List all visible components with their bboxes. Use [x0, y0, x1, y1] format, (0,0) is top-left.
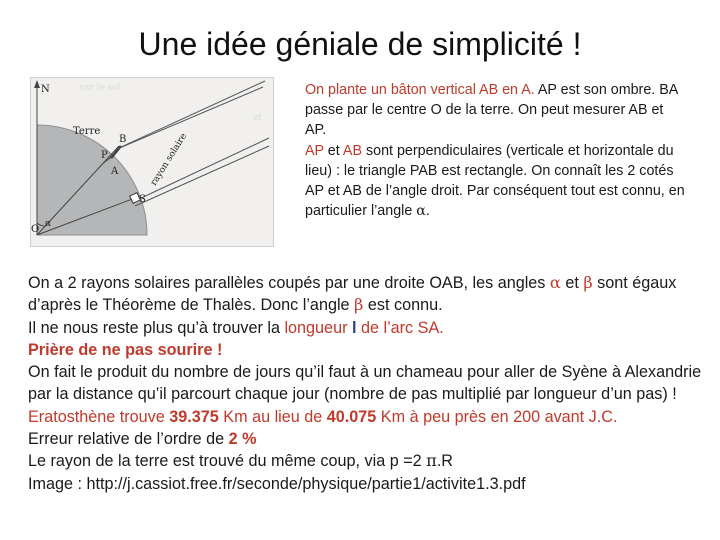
label-a: A	[111, 166, 119, 177]
main-text	[28, 272, 708, 495]
et-text-2: et	[560, 274, 584, 292]
eratosthene-text-c: Km à peu près en 200 avant J.C.	[376, 407, 618, 426]
earth-diagram	[30, 77, 274, 247]
period: .	[425, 203, 430, 220]
camel-paragraph: On fait le produit du nombre de jours qu’il faut à un chameau pour aller de Syène à Alexandrie par la distance qu’il parcourt chaque jour (nombre de pas multiplié par longueur d’un pas) !	[28, 363, 702, 404]
label-s: S	[139, 194, 146, 205]
stick-sentence: On plante un bâton vertical AB en A.	[305, 82, 538, 98]
et-text: et	[323, 142, 343, 159]
shadow-sentence: AP est son ombre. BA passe par le centre O de la terre. On peut mesurer AB et AP.	[305, 82, 678, 139]
radius-text-b: .R	[436, 452, 453, 471]
axis-arrow	[34, 80, 40, 88]
diagram-svg	[31, 78, 273, 246]
value-39375: 39.375	[169, 407, 219, 426]
value-40075: 40.075	[326, 407, 377, 426]
label-alpha: α	[45, 219, 52, 229]
thales-text-b: sont égaux d’après le Théorème de Thalès. Donc l’angle	[28, 274, 677, 315]
beta-symbol-2: β	[354, 295, 364, 315]
priere-line: Prière de ne pas sourire !	[28, 340, 223, 359]
label-terre: Terre	[73, 126, 101, 137]
faint-text-1: sur le sol	[79, 83, 121, 93]
beta-symbol: β	[583, 273, 593, 292]
error-text: Erreur relative de l’ordre de	[28, 430, 229, 449]
sun-ray-1b	[115, 87, 263, 150]
alpha-symbol-2: α	[549, 273, 561, 292]
label-rayon: rayon solaire	[149, 131, 190, 188]
eratosthene-text-a: Eratosthène trouve	[28, 407, 170, 426]
error-paragraph	[28, 428, 708, 450]
alpha-symbol: α	[416, 203, 426, 220]
faint-text-2: et	[253, 113, 262, 123]
label-p: P	[101, 150, 108, 161]
thales-paragraph	[28, 272, 708, 317]
label-b: B	[119, 134, 127, 145]
thales-text-c: est connu.	[363, 296, 443, 315]
label-n: N	[41, 84, 50, 95]
page-title: Une idée géniale de simplicité !	[138, 26, 582, 62]
l-symbol: l	[351, 318, 357, 337]
ap-label: AP	[305, 142, 324, 159]
longueur-word: longueur	[284, 318, 352, 337]
error-value: 2 %	[228, 430, 257, 449]
paragraph-triangle	[305, 141, 685, 222]
arc-paragraph	[28, 317, 708, 339]
paragraph-stick	[305, 80, 685, 141]
eratosthene-text-b: Km au lieu de	[218, 407, 327, 426]
arc-text-b: de l’arc SA.	[356, 318, 444, 337]
thales-text-a: On a 2 rayons solaires parallèles coupés par une droite OAB, les angles	[28, 274, 550, 292]
label-o: O	[31, 224, 40, 235]
radius-text-a: Le rayon de la terre est trouvé du même coup, via p =2	[28, 452, 427, 471]
arc-text-a: Il ne nous reste plus qu’à trouver la	[28, 318, 285, 337]
eratosthene-paragraph	[28, 406, 708, 428]
radius-paragraph	[28, 450, 708, 472]
image-source: Image : http://j.cassiot.free.fr/seconde/physique/partie1/activite1.3.pdf	[28, 474, 526, 493]
ab-label: AB	[342, 142, 362, 159]
triangle-text: sont perpendiculaires (verticale et horizontale du lieu) : le triangle PAB est rectangle. On connaît les 2 cotés AP et AB de l’angle droit. Par conséquent tout est connu, en particulier l’angle	[305, 142, 685, 220]
earth-disk	[37, 125, 147, 235]
explanation-text	[305, 80, 685, 221]
sun-ray-1	[119, 81, 265, 148]
pi-symbol: π	[426, 451, 437, 471]
